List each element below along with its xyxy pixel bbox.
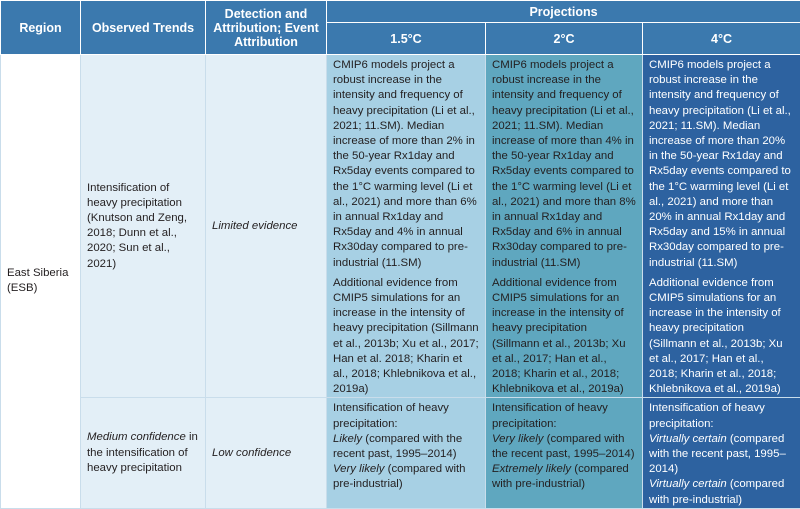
observed-trend-cell: Intensification of heavy precipitation (Knutson and Zeng, 2018; Dunn et al., 2020; Sun et al., 2021) — [81, 55, 206, 398]
projection-intro: Intensification of heavy precipitation: — [492, 401, 636, 431]
projection-paragraph: CMIP6 models project a robust increase in the intensity and frequency of heavy precipitation (Li et al., 2021; 11.SM). Median increase of more than 20% in the 50-year Rx1day and Rx5day events compared to the 1°C warming level (Li et al., 2021) and more than 20% in annual Rx1day and Rx5day and 15% in annual Rx30day compared to pre-industrial (11.SM) — [649, 58, 794, 271]
detection-cell: Low confidence — [206, 398, 327, 508]
region-cell: East Siberia (ESB) — [1, 55, 81, 509]
likelihood-context: (compared with pre-industrial) — [649, 478, 784, 505]
header-region: Region — [1, 1, 81, 55]
likelihood-context: (compared with the recent past, 1995–2014) — [649, 433, 786, 475]
projection-2c-cell — [486, 398, 643, 508]
confidence-term: Medium confidence — [87, 431, 186, 443]
likelihood-term: Extremely likely — [492, 463, 571, 475]
projection-1-5c-cell — [327, 55, 486, 398]
projection-paragraph: CMIP6 models project a robust increase in the intensity and frequency of heavy precipitation (Li et al., 2021; 11.SM). Median increase of more than 4% in the 50-year Rx1day and Rx5day events compared to the 1°C warming level (Li et al., 2021) and more than 8% in annual Rx1day and Rx5day and 6% in annual Rx30day compared to pre-industrial (11.SM) — [492, 58, 636, 271]
projection-intro: Intensification of heavy precipitation: — [649, 401, 794, 431]
projection-paragraph: CMIP6 models project a robust increase in the intensity and frequency of heavy precipitation (Li et al., 2021; 11.SM). Median increase of more than 2% in the 50-year Rx1day and Rx5day events compared to the 1°C warming level (Li et al., 2021) and more than 6% in annual Rx1day and Rx5day and 4% in annual Rx30day compared to pre-industrial (11.SM) — [333, 58, 479, 271]
likelihood-term: Virtually certain — [649, 433, 727, 445]
projection-paragraph: Additional evidence from CMIP5 simulations for an increase in the intensity of heavy precipitation (Sillmann et al., 2013b; Xu et al., 2017; Han et al., 2018; Kharin et al., 2018; Khlebnikova et al., 2019a) — [649, 276, 794, 398]
likelihood-context: (compared with pre-industrial) — [333, 463, 466, 490]
observed-trend-text: in the intensification of heavy precipitation — [87, 431, 198, 473]
projection-paragraph: Additional evidence from CMIP5 simulations for an increase in the intensity of heavy precipitation (Sillmann et al., 2013b; Xu et al., 2017; Han et al., 2018; Kharin et al., 2018; Khlebnikova et al., 2019a) — [492, 276, 636, 398]
projection-intro: Intensification of heavy precipitation: — [333, 401, 479, 431]
likelihood-context: (compared with the recent past, 1995–2014) — [333, 433, 462, 460]
projection-4c-cell — [643, 398, 800, 508]
likelihood-context: (compared with pre-industrial) — [492, 463, 629, 490]
likelihood-term: Virtually certain — [649, 478, 727, 490]
projection-paragraph: Additional evidence from CMIP5 simulations for an increase in the intensity of heavy precipitation (Sillmann et al., 2013b; Xu et al., 2017; Han et al. 2018; Kharin et al., 2018; Khlebnikova et al., 2019a) — [333, 276, 479, 398]
likelihood-term: Very likely — [333, 463, 384, 475]
projection-2c-cell — [486, 55, 643, 398]
header-projections: Projections — [327, 1, 800, 23]
observed-trend-cell — [81, 398, 206, 508]
header-1-5c: 1.5°C — [327, 23, 486, 55]
header-4c: 4°C — [643, 23, 800, 55]
header-detection-attribution: Detection and Attribution; Event Attribution — [206, 1, 327, 55]
table-row — [1, 398, 800, 508]
likelihood-term: Likely — [333, 433, 362, 445]
projection-1-5c-cell — [327, 398, 486, 508]
likelihood-context: (compared with the recent past, 1995–2014) — [492, 433, 635, 460]
header-observed-trends: Observed Trends — [81, 1, 206, 55]
detection-cell: Limited evidence — [206, 55, 327, 398]
header-2c: 2°C — [486, 23, 643, 55]
likelihood-term: Very likely — [492, 433, 543, 445]
table-row — [1, 55, 800, 398]
projection-4c-cell — [643, 55, 800, 398]
